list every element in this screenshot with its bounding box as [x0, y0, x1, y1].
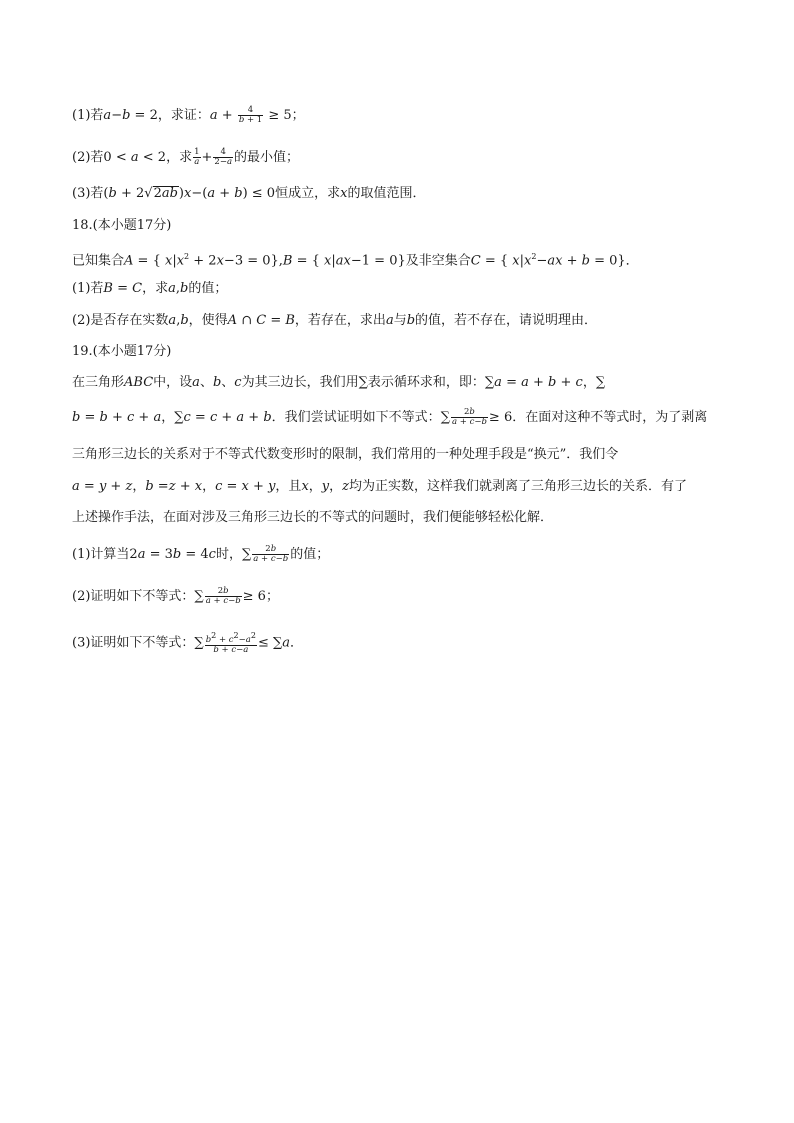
line-6: (1)若B = C，求a,b的值； — [72, 281, 228, 296]
question-18-heading: 18.(本小题17分) — [72, 218, 172, 233]
line-1: (1)若a−b = 2，求证：a + $\frac{4}{b + 1}$ ≥ 5； — [72, 105, 305, 125]
line-2: (2)若0 < a < 2，求 $\frac{1}{a}$ + $\frac{4}{2-a}$ 的最小值； — [72, 147, 300, 167]
line-7: (2)是否存在实数a,b，使得A ∩ C = B，若存在，求出a与b的值，若不存在，请说明理由． — [72, 313, 598, 328]
line-16: (3)证明如下不等式：∑ $\frac{b^2 + c^2-a^2}{b + c-a}$ ≤ ∑a． — [72, 631, 304, 655]
question-19-heading: 19.(本小题17分) — [72, 344, 172, 359]
line-14: (1)计算当2a = 3b = 4c时，∑ $\frac{2b}{a + c-b}$ 的值； — [72, 544, 330, 564]
line-12: a = y + z，b =z + x，c = x + y，且x，y，z均为正实数，这样我们就剥离了三角形三边长的关系．有了 — [72, 479, 688, 494]
line-5: 已知集合A = { $x|x^2 + 2x-3 = 0\},B$ = { x|ax−1 = 0}及非空集合C = { $x|x^2-ax + b = 0$}． — [72, 252, 639, 269]
line-11: 三角形三边长的关系对于不等式代数变形时的限制，我们常用的一种处理手段是“换元”．我们令 — [72, 447, 619, 462]
line-9: 在三角形ABC中，设a、b、c为其三边长，我们用∑表示循环求和，即：∑a = a + b + c，∑ — [72, 375, 606, 390]
line-13: 上述操作手法，在面对涉及三角形三边长的不等式的问题时，我们便能够轻松化解． — [72, 510, 554, 525]
line-10: b = b + c + a，∑c = c + a + b．我们尝试证明如下不等式：∑ $\frac{2b}{a + c-b}$ ≥ 6．在面对这种不等式时，为了剥离 — [72, 407, 708, 427]
line-15: (2)证明如下不等式：∑ $\frac{2b}{a + c-b}$ ≥ 6； — [72, 586, 279, 606]
line-3: (3)若(b + 2√2ab)x−(a + b) ≤ 0恒成立，求x的取值范围． — [72, 186, 426, 201]
